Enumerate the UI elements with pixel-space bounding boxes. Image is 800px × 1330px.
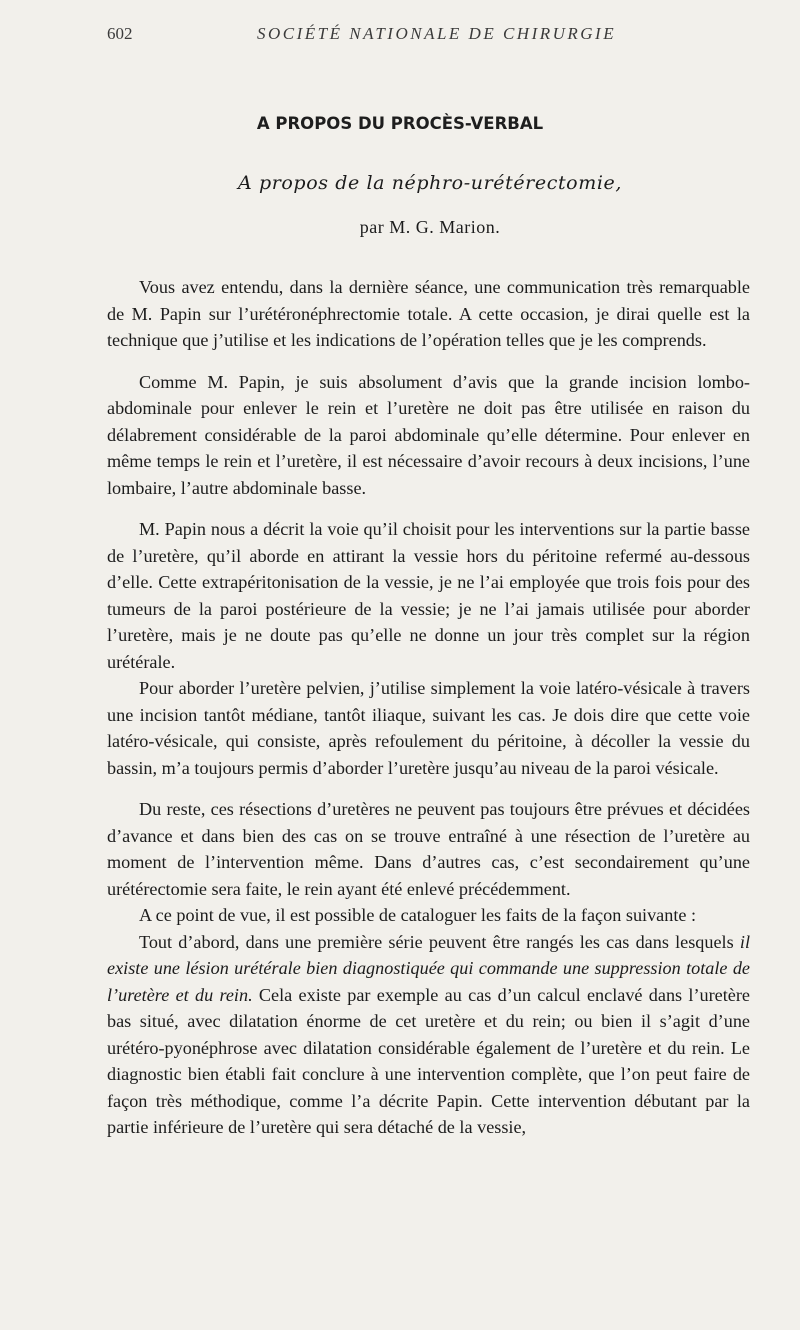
paragraph: A ce point de vue, il est possible de cataloguer les faits de la façon suivante : <box>139 905 697 925</box>
section-title: A PROPOS DU PROCÈS-VERBAL <box>256 114 544 133</box>
body-text <box>107 274 750 1141</box>
paragraph-text: Tout d’abord, dans une première série peuvent être rangés les cas dans lesquels <box>139 931 740 952</box>
paragraph-text: Cela existe par exemple au cas d’un calcul enclavé dans l’uretère bas situé, avec dilatation énorme de cet uretère et du rein; ou bien il s’agit d’une urétéro-pyonéphrose avec dilatation considérable également de l’uretère et du rein. Le diagnostic bien établi fait conclure à une intervention complète, que l’on peut faire de façon très méthodique, comme l’a décrite Papin. Cette intervention débutant par la partie inférieure de l’uretère qui sera détaché de la vessie, <box>107 984 750 1137</box>
running-header <box>107 24 750 48</box>
running-title: SOCIÉTÉ NATIONALE DE CHIRURGIE <box>257 24 617 43</box>
article-title: A propos de la néphro-urétérectomie, <box>237 172 622 194</box>
paragraph: Pour aborder l’uretère pelvien, j’utilise simplement la voie latéro-vésicale à travers une incision tantôt médiane, tantôt iliaque, suivant les cas. Je dois dire que cette voie latéro-vésicale, qui consiste, après refoulement du péritoine, à décoller la vessie du bassin, m’a toujours permis d’aborder l’uretère jusqu’au niveau de la paroi vésicale. <box>107 678 750 778</box>
page-number: 602 <box>107 24 133 43</box>
paragraph: Vous avez entendu, dans la dernière séance, une communication très remarquable de M. Papin sur l’urétéronéphrectomie totale. A cette occasion, je dirai quelle est la technique que j’utilise et les indications de l’opération telles que je les comprends. <box>107 277 750 350</box>
paragraph: Du reste, ces résections d’uretères ne peuvent pas toujours être prévues et décidées d’avance et dans bien des cas on se trouve entraîné à une résection de l’uretère au moment de l’intervention même. Dans d’autres cas, c’est secondairement qu’une urétérectomie sera faite, le rein ayant été enlevé précédemment. <box>107 799 750 899</box>
author-byline: par M. G. Marion. <box>359 217 501 237</box>
paragraph <box>107 929 750 1141</box>
paragraph: Comme M. Papin, je suis absolument d’avis que la grande incision lombo-abdominale pour enlever le rein et l’uretère ne doit pas être utilisée en raison du délabrement considérable de la paroi abdominale qu’elle détermine. Pour enlever en même temps le rein et l’uretère, il est nécessaire d’avoir recours à deux incisions, l’une lombaire, l’autre abdominale basse. <box>107 371 750 498</box>
paragraph: M. Papin nous a décrit la voie qu’il choisit pour les interventions sur la partie basse de l’uretère, qu’il aborde en attirant la vessie hors du péritoine refermé au-dessous d’elle. Cette extrapéritonisation de la vessie, je ne l’ai employée que trois fois pour des tumeurs de la paroi postérieure de la vessie; je ne l’ai jamais utilisée pour aborder l’uretère, mais je ne doute pas qu’elle ne donne un jour très complet sur la région urétérale. <box>107 519 750 672</box>
emphasized-text: il existe une lésion urétérale bien diagnostiquée qui commande une suppression totale de l’uretère et du rein. <box>107 931 750 1005</box>
